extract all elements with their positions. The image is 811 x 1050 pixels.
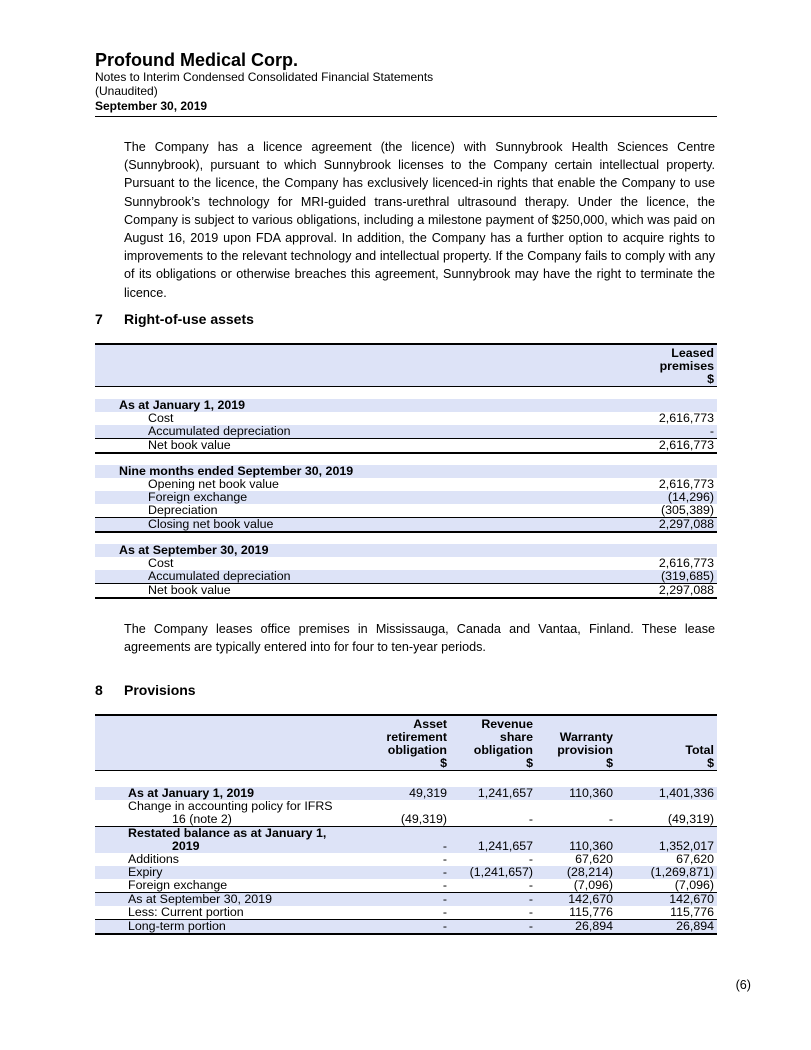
lease-paragraph: The Company leases office premises in Mississauga, Canada and Vantaa, Finland. These lease agreements are typically entered into for four to ten-year periods. [124,622,715,655]
header-rule [95,116,717,117]
company-name: Profound Medical Corp. [95,50,299,70]
col-header-line: obligation [473,743,533,757]
spacer-row [95,387,717,399]
col-header-currency: $ [707,756,714,770]
table-row: As at January 1, 2019 49,319 1,241,657 110,360 1,401,336 [95,787,717,800]
table-row: Long-term portion - - 26,894 26,894 [95,919,717,934]
table-row: Foreign exchange - - (7,096) (7,096) [95,879,717,893]
col-header-line: Asset [413,717,447,731]
document-subtitle: Notes to Interim Condensed Consolidated Financial Statements [95,70,434,84]
col-header-leased: Leased [671,346,714,360]
right-of-use-table [95,343,717,599]
group-heading: As at September 30, 2019 [95,544,717,557]
section-7-title: Right-of-use assets [124,311,254,327]
table-header-row [95,715,717,771]
table-row: Less: Current portion - - 115,776 115,776 [95,906,717,920]
col-header-currency: $ [606,756,613,770]
table-row: Additions - - 67,620 67,620 [128,851,714,866]
col-header-line: Total [685,743,714,757]
spacer-row [95,532,717,544]
licence-paragraph: The Company has a licence agreement (the licence) with Sunnybrook Health Sciences Centre (Sunnybrook), pursuant to which Sunnybrook licenses to the Company certain intellectual property. Pursuant to the licence, the Company has exclusively licenced-in rights that enable the Company to use Sunnybrook’s technology for MRI-guided trans-urethral ultrasound therapy. Under the licence, the Company is subject to various obligations, including a milestone payment of $250,000, which was paid on August 16, 2019 upon FDA approval. In addition, the Company has a further option to acquire rights to improvements to the relevant technology and intellectual property. If the Company fails to comply with any of its obligations or otherwise breaches this agreement, Sunnybrook may have the right to terminate the licence. [124,140,715,300]
col-header-currency: $ [707,372,714,386]
table-row: Expiry - (1,241,657) (28,214) (1,269,871) [95,866,717,879]
table-row: Net book value 2,297,088 [95,583,717,598]
table-row: Cost 2,616,773 [148,410,714,425]
col-header-line: Revenue [481,717,533,731]
table-row: Change in accounting policy for IFRS 16 (note 2) (49,319) - - (49,319) [128,798,714,826]
col-header-line: obligation [387,743,447,757]
col-header-line: share [499,730,533,744]
table-row: Cost 2,616,773 [148,555,714,570]
row-label-cont: 16 (note 2) [172,811,232,826]
col-header-currency: $ [440,756,447,770]
col-header-line: provision [557,743,613,757]
table-row: Depreciation (305,389) [95,504,717,518]
table-row: Foreign exchange (14,296) [95,491,717,504]
col-header-premises: premises [659,359,714,373]
provisions-table [95,714,717,935]
table-row: Accumulated depreciation - [95,425,717,439]
section-8-title: Provisions [124,682,196,698]
spacer-row [95,771,717,787]
row-label: Change in accounting policy for IFRS [128,798,333,813]
section-7-number: 7 [95,311,103,327]
col-header-line: Warranty [559,730,613,744]
report-date: September 30, 2019 [95,99,208,113]
table-header-row [95,344,717,387]
group-heading: As at January 1, 2019 [95,399,717,412]
unaudited-label: (Unaudited) [95,84,158,98]
table-row: Restated balance as at January 1, 2019 - 1,241,657 110,360 1,352,017 [95,826,717,853]
row-label-cont: 2019 [172,838,200,853]
page-number: (6) [735,978,751,992]
col-header-line: retirement [386,730,447,744]
table-row: As at September 30, 2019 - - 142,670 142,670 [95,892,717,906]
section-8-number: 8 [95,682,103,698]
table-row: Closing net book value 2,297,088 [95,517,717,532]
spacer-row [95,453,717,465]
group-heading: Nine months ended September 30, 2019 [95,465,717,478]
col-header-currency: $ [526,756,533,770]
row-label: Restated balance as at January 1, [128,825,327,840]
table-row: Accumulated depreciation (319,685) [95,570,717,584]
table-row: Net book value 2,616,773 [95,438,717,453]
table-row: Opening net book value 2,616,773 [148,476,714,491]
